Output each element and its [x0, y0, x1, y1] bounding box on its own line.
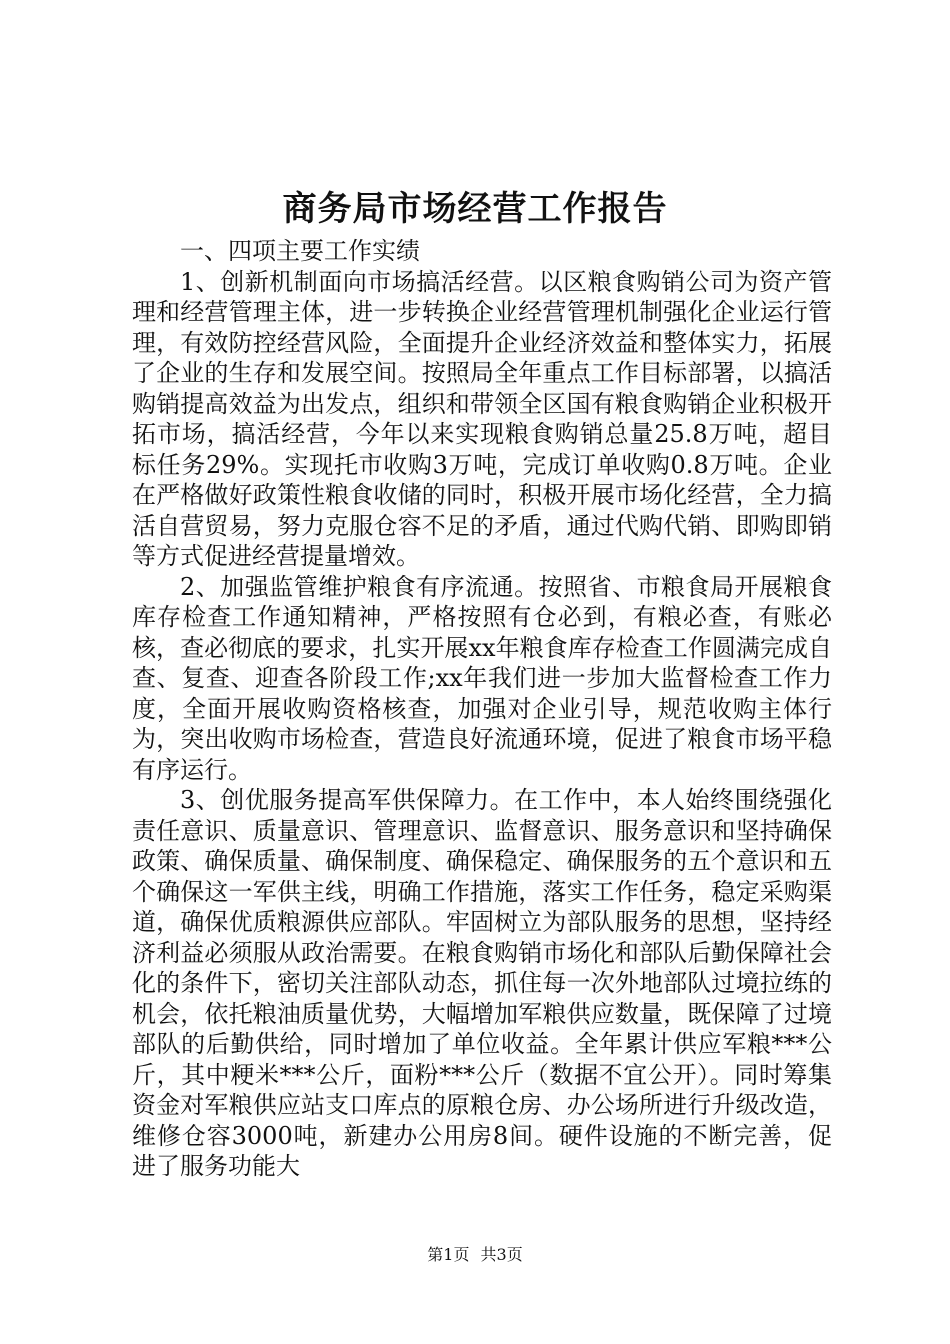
document-body	[132, 236, 832, 1182]
paragraph-item-3: 3、创优服务提高军供保障力。在工作中，本人始终围绕强化责任意识、质量意识、管理意识、监督意识、服务意识和坚持确保政策、确保质量、确保制度、确保稳定、确保服务的五个意识和五个确保这一军供主线，明确工作措施，落实工作任务，稳定采购渠道，确保优质粮源供应部队。牢固树立为部队服务的思想，坚持经济利益必须服从政治需要。在粮食购销市场化和部队后勤保障社会化的条件下，密切关注部队动态，抓住每一次外地部队过境拉练的机会，依托粮油质量优势，大幅增加军粮供应数量，既保障了过境部队的后勤供给，同时增加了单位收益。全年累计供应军粮***公斤，其中粳米***公斤，面粉***公斤（数据不宜公开）。同时筹集资金对军粮供应站支口库点的原粮仓房、办公场所进行升级改造，维修仓容3000吨，新建办公用房8间。硬件设施的不断完善，促进了服务功能大	[132, 786, 832, 1180]
section-heading: 一、四项主要工作实绩	[180, 237, 420, 265]
document-title: 商务局市场经营工作报告	[282, 189, 668, 229]
paragraph-item-2: 2、加强监管维护粮食有序流通。按照省、市粮食局开展粮食库存检查工作通知精神，严格按照有仓必到，有粮必查，有账必核，查必彻底的要求，扎实开展xx年粮食库存检查工作圆满完成自查、复查、迎查各阶段工作;xx年我们进一步加大监督检查工作力度，全面开展收购资格核查，加强对企业引导，规范收购主体行为，突出收购市场检查，营造良好流通环境，促进了粮食市场平稳有序运行。	[132, 572, 832, 784]
page-total: 共3页	[480, 1245, 523, 1264]
page-number: 第1页	[427, 1245, 470, 1264]
paragraph-item-1: 1、创新机制面向市场搞活经营。以区粮食购销公司为资产管理和经营管理主体，进一步转换企业经营管理机制强化企业运行管理，有效防控经营风险，全面提升企业经济效益和整体实力，拓展了企业的生存和发展空间。按照局全年重点工作目标部署，以搞活购销提高效益为出发点，组织和带领全区国有粮食购销企业积极开拓市场，搞活经营，今年以来实现粮食购销总量25.8万吨，超目标任务29%。实现托市收购3万吨，完成订单收购0.8万吨。企业在严格做好政策性粮食收储的同时，积极开展市场化经营，全力搞活自营贸易，努力克服仓容不足的矛盾，通过代购代销、即购即销等方式促进经营提量增效。	[132, 267, 832, 570]
page-footer	[0, 1244, 950, 1266]
